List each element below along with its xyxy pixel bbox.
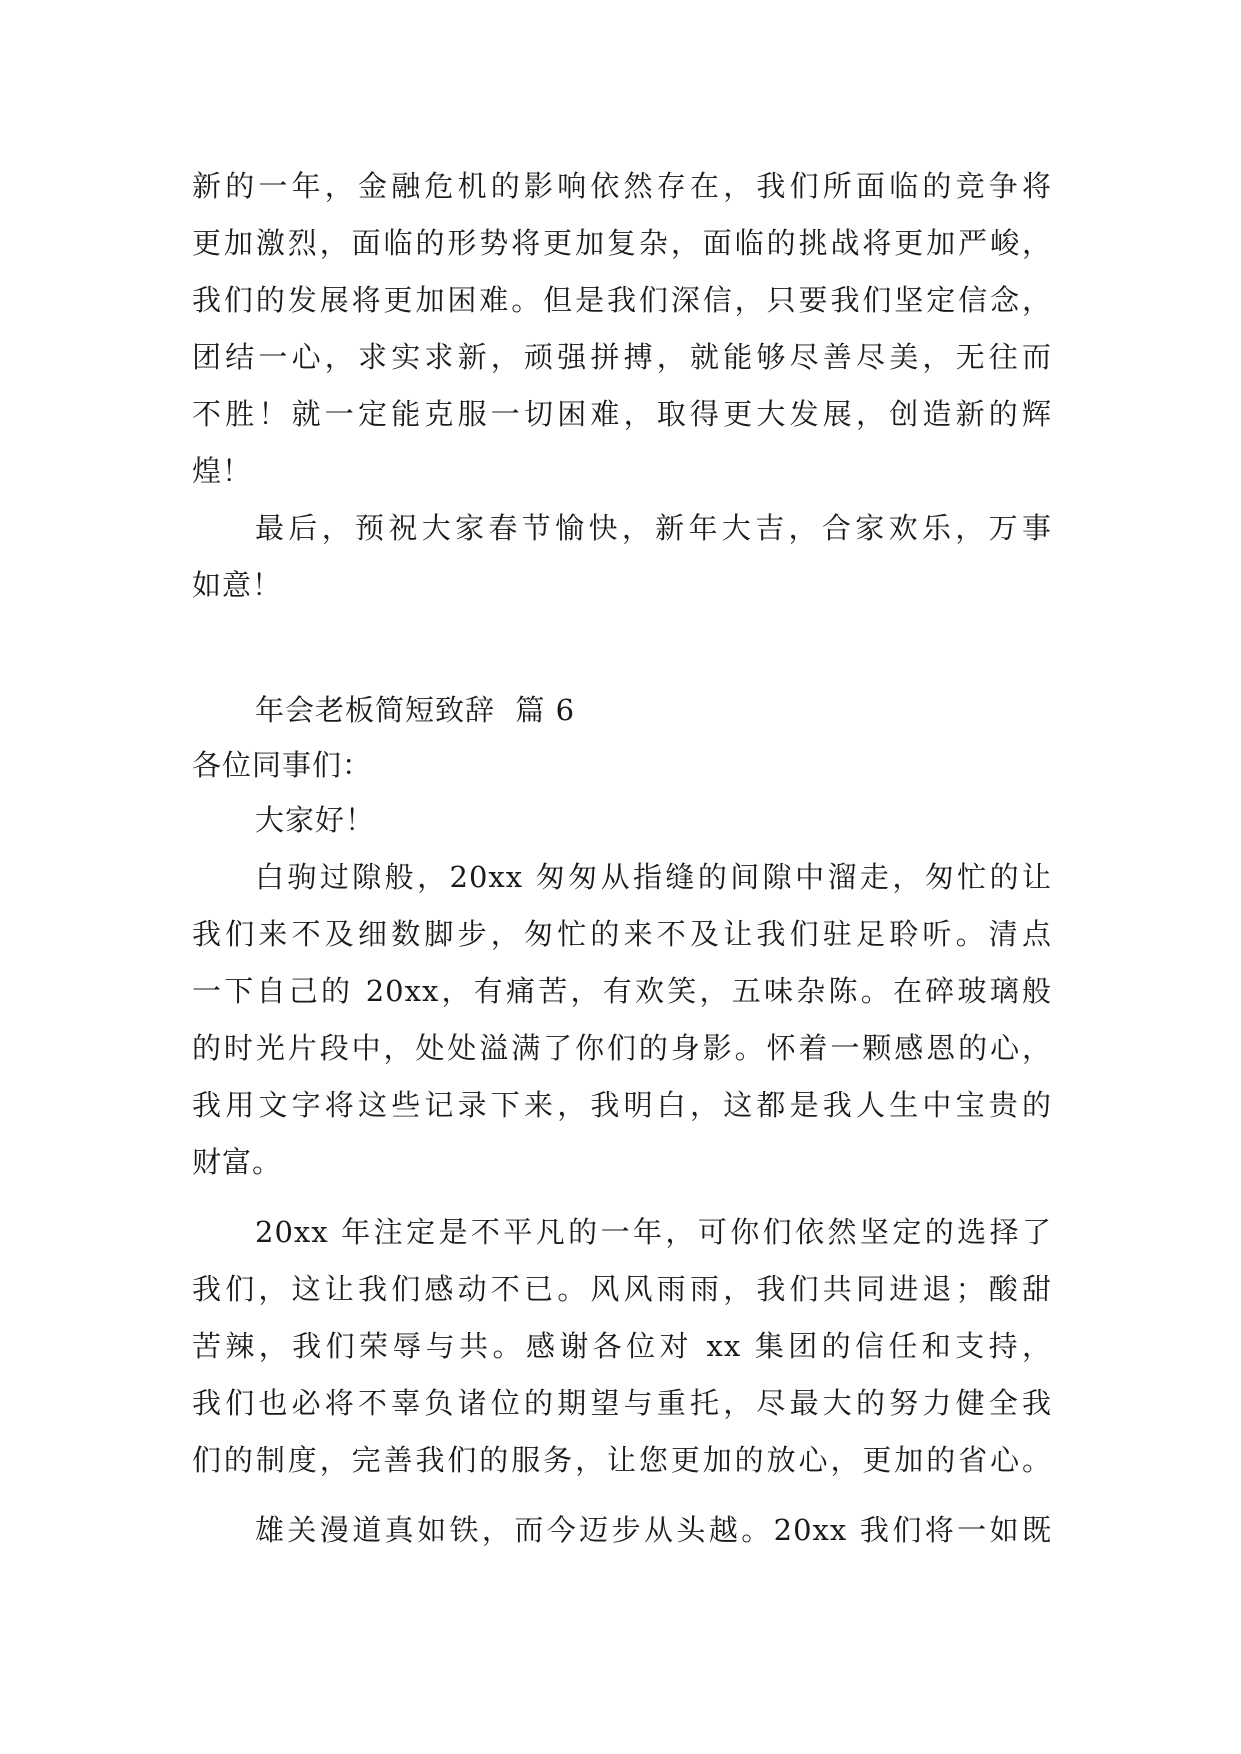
paragraph-line: 20xx 年注定是不平凡的一年，可你们依然坚定的选择了 [255, 1215, 1052, 1249]
paragraph-line: 团结一心，求实求新，顽强拼搏，就能够尽善尽美，无往而 [192, 340, 1052, 374]
paragraph-line: 我们，这让我们感动不已。风风雨雨，我们共同进退；酸甜 [192, 1272, 1052, 1306]
paragraph-line: 煌！ [192, 454, 253, 488]
salutation: 各位同事们： [192, 748, 373, 782]
paragraph-line: 一下自己的 20xx，有痛苦，有欢笑，五味杂陈。在碎玻璃般 [192, 974, 1052, 1008]
greeting: 大家好！ [255, 803, 376, 837]
paragraph-line: 最后，预祝大家春节愉快，新年大吉，合家欢乐，万事 [255, 511, 1052, 545]
paragraph-line: 我用文字将这些记录下来，我明白，这都是我人生中宝贵的 [192, 1088, 1052, 1122]
paragraph-line: 苦辣，我们荣辱与共。感谢各位对 xx 集团的信任和支持， [192, 1329, 1052, 1363]
paragraph-line: 我们也必将不辜负诸位的期望与重托，尽最大的努力健全我 [192, 1386, 1052, 1420]
paragraph-line: 不胜！就一定能克服一切困难，取得更大发展，创造新的辉 [192, 397, 1052, 431]
paragraph-line: 我们的发展将更加困难。但是我们深信，只要我们坚定信念， [192, 283, 1052, 317]
paragraph-line: 雄关漫道真如铁，而今迈步从头越。20xx 我们将一如既 [255, 1513, 1052, 1547]
paragraph-line: 们的制度，完善我们的服务，让您更加的放心，更加的省心。 [192, 1443, 1052, 1477]
paragraph-line: 新的一年，金融危机的影响依然存在，我们所面临的竞争将 [192, 169, 1052, 203]
paragraph-line: 财富。 [192, 1145, 283, 1179]
section-title: 年会老板简短致辞 篇 6 [255, 693, 576, 727]
paragraph-line: 的时光片段中，处处溢满了你们的身影。怀着一颗感恩的心， [192, 1031, 1052, 1065]
paragraph-line: 更加激烈，面临的形势将更加复杂，面临的挑战将更加严峻， [192, 226, 1052, 260]
paragraph-line: 我们来不及细数脚步，匆忙的来不及让我们驻足聆听。清点 [192, 917, 1052, 951]
paragraph-line: 如意！ [192, 568, 283, 602]
paragraph-line: 白驹过隙般，20xx 匆匆从指缝的间隙中溜走，匆忙的让 [255, 860, 1052, 894]
